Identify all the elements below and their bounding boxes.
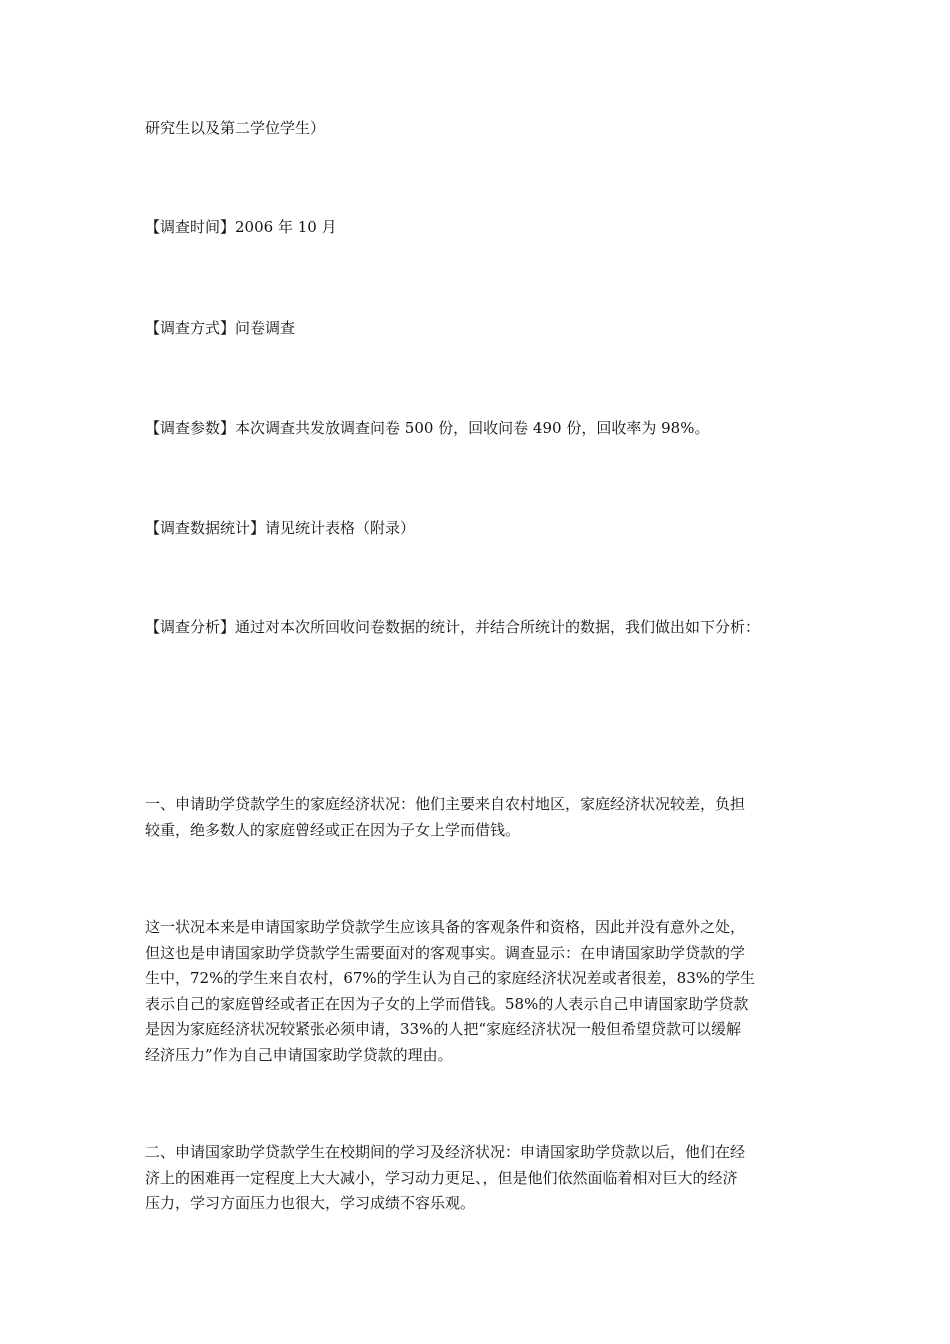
section1-body-line: 是因为家庭经济状况较紧张必须申请，33%的人把“家庭经济状况一般但希望贷款可以缓解 [145,1020,742,1038]
continuation-line: 研究生以及第二学位学生） [145,119,326,137]
survey-time: 【调查时间】2006 年 10 月 [145,218,337,236]
survey-analysis: 【调查分析】通过对本次所回收问卷数据的统计，并结合所统计的数据，我们做出如下分析： [145,618,761,636]
section2-heading-line: 压力，学习方面压力也很大，学习成绩不容乐观。 [145,1194,476,1212]
section1-body [145,915,810,1068]
section1-heading-line: 较重，绝多数人的家庭曾经或正在因为子女上学而借钱。 [145,820,521,839]
section1-body-line: 表示自己的家庭曾经或者正在因为子女的上学而借钱。58%的人表示自己申请国家助学贷款 [145,994,749,1013]
section1-heading [145,792,810,843]
section1-heading-line: 一、申请助学贷款学生的家庭经济状况：他们主要来自农村地区，家庭经济状况较差，负担 [145,795,746,813]
section1-body-line: 但这也是申请国家助学贷款学生需要面对的客观事实。调查显示：在申请国家助学贷款的学 [145,943,746,962]
survey-method: 【调查方式】问卷调查 [145,319,296,337]
survey-stats: 【调查数据统计】请见统计表格（附录） [145,519,416,537]
section1-body-line: 这一状况本来是申请国家助学贷款学生应该具备的客观条件和资格，因此并没有意外之处， [145,918,746,936]
section1-body-line: 经济压力”作为自己申请国家助学贷款的理由。 [145,1045,453,1064]
survey-params: 【调查参数】本次调查共发放调查问卷 500 份，回收问卷 490 份，回收率为 98%。 [145,419,710,437]
section2-heading-line: 济上的困难再一定程度上大大减小，学习动力更足、，但是他们依然面临着相对巨大的经济 [145,1168,738,1187]
section1-body-line: 生中，72%的学生来自农村，67%的学生认为自己的家庭经济状况差或者很差，83%的学生 [145,969,756,987]
section2-heading-line: 二、申请国家助学贷款学生在校期间的学习及经济状况：申请国家助学贷款以后，他们在经 [145,1143,746,1161]
section2-heading [145,1140,810,1217]
